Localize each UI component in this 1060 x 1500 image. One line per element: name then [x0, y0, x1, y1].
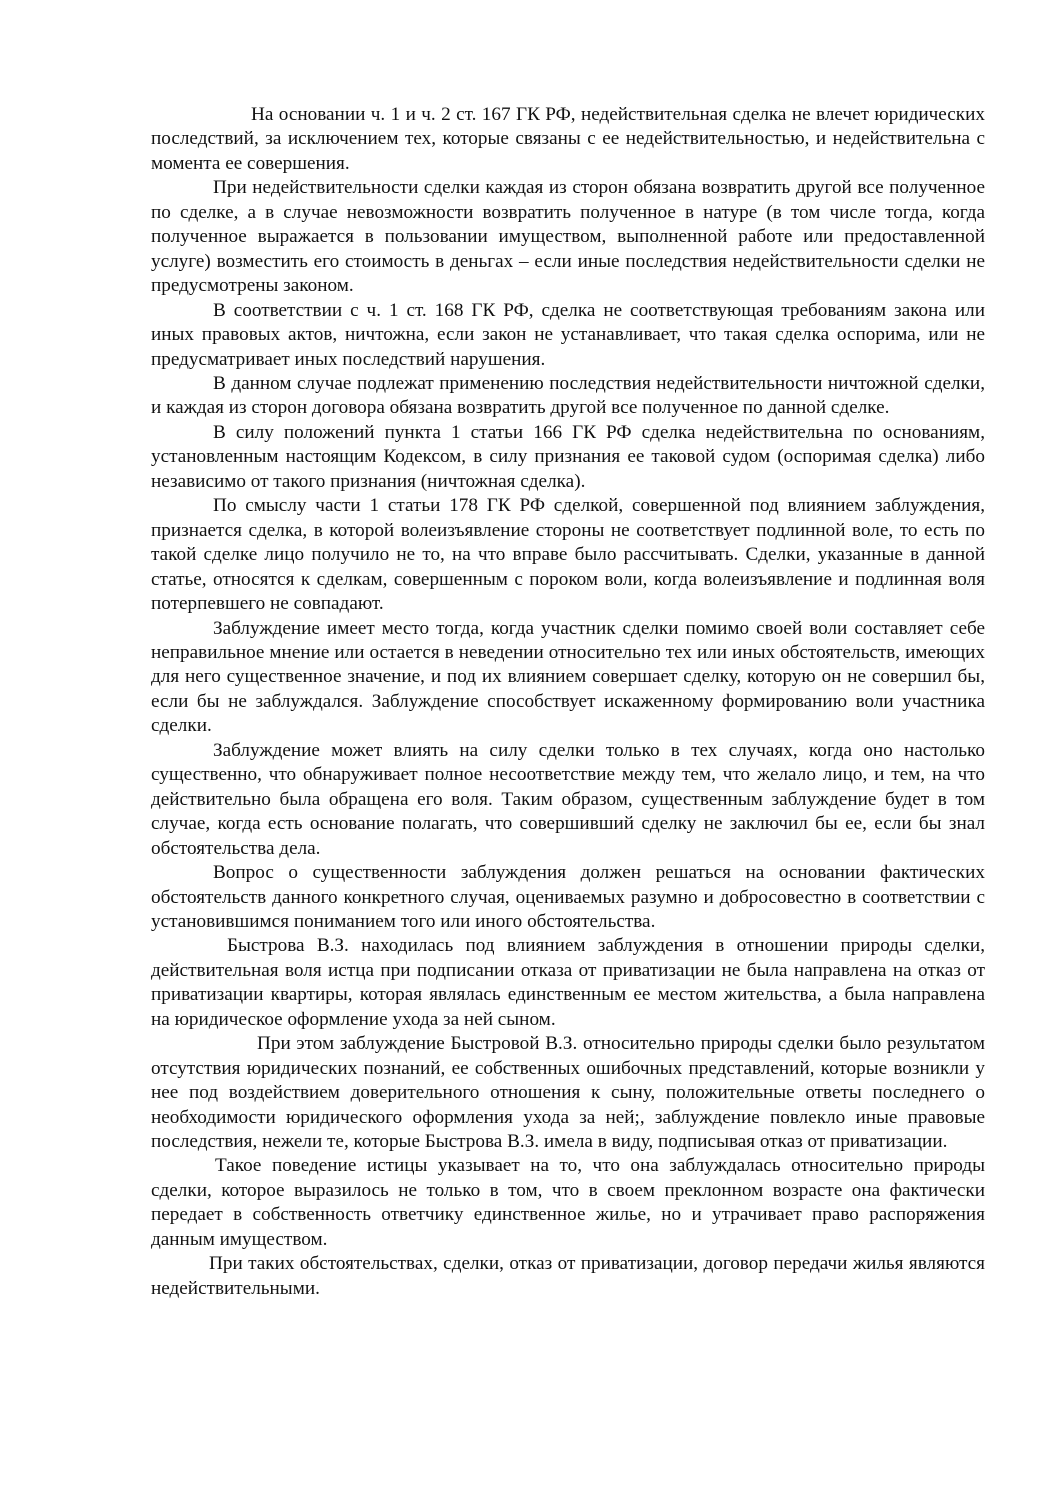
paragraph-3: В соответствии с ч. 1 ст. 168 ГК РФ, сделка не соответствующая требованиям закона или иных правовых актов, ничтожна, если закон не устанавливает, что такая сделка оспорима, или не предусматривает иных последствий нарушения. — [151, 299, 985, 370]
paragraph-7: Заблуждение имеет место тогда, когда участник сделки помимо своей воли составляет себе неправильное мнение или остается в неведении относительно тех или иных обстоятельств, имеющих для него существенное значение, и под их влиянием совершает сделку, которую он не совершил бы, если бы не заблуждался. Заблуждение способствует искаженному формированию воли участника сделки. — [151, 617, 985, 737]
paragraph-4: В данном случае подлежат применению последствия недействительности ничтожной сделки, и каждая из сторон договора обязана возвратить другой все полученное по данной сделке. — [151, 372, 985, 419]
paragraph-8: Заблуждение может влиять на силу сделки только в тех случаях, когда оно настолько существенно, что обнаруживает полное несоответствие между тем, что желало лицо, и тем, на что действительно была обращена его воля. Таким образом, существенным заблуждение будет в том случае, когда есть основание полагать, что совершивший сделку не заключил бы ее, если бы знал обстоятельства дела. — [151, 739, 985, 859]
paragraph-11: При этом заблуждение Быстровой В.З. относительно природы сделки было результатом отсутствия юридических познаний, ее собственных ошибочных представлений, которые возникли у нее под воздействием доверительного отношения к сыну, положительные ответы последнего о необходимости юридического оформления ухода за ней;, заблуждение повлекло иные правовые последствия, нежели те, которые Быстрова В.З. имела в виду, подписывая отказ от приватизации. — [151, 1033, 985, 1153]
paragraph-12: Такое поведение истицы указывает на то, что она заблуждалась относительно природы сделки, которое выразилось не только в том, что в своем преклонном возрасте она фактически передает в собственность ответчику единственное жилье, но и утрачивает право распоряжения данным имуществом. — [151, 1155, 985, 1250]
paragraph-13: При таких обстоятельствах, сделки, отказ от приватизации, договор передачи жилья являются недействительными. — [151, 1253, 985, 1299]
paragraph-6: По смыслу части 1 статьи 178 ГК РФ сделкой, совершенной под влиянием заблуждения, признается сделка, в которой волеизъявление стороны не соответствует подлинной воле, то есть по такой сделке лицо получило не то, на что вправе было рассчитывать. Сделки, указанные в данной статье, относятся к сделкам, совершенным с пороком воли, когда волеизъявление и подлинная воля потерпевшего не совпадают. — [151, 495, 985, 615]
paragraph-9: Вопрос о существенности заблуждения должен решаться на основании фактических обстоятельств данного конкретного случая, оцениваемых разумно и добросовестно в соответствии с установившимся пониманием того или иного обстоятельства. — [151, 862, 985, 932]
paragraph-2: При недействительности сделки каждая из сторон обязана возвратить другой все полученное по сделке, а в случае невозможности возвратить полученное в натуре (в том числе тогда, когда полученное выражается в пользовании имуществом, выполненной работе или предоставленной услуге) возместить его стоимость в деньгах – если иные последствия недействительности сделки не предусмотрены законом. — [151, 177, 985, 297]
paragraph-5: В силу положений пункта 1 статьи 166 ГК РФ сделка недействительна по основаниям, установленным настоящим Кодексом, в силу признания ее таковой судом (оспоримая сделка) либо независимо от такого признания (ничтожная сделка). — [151, 421, 985, 492]
document-page — [151, 103, 985, 1301]
paragraph-10: Быстрова В.З. находилась под влиянием заблуждения в отношении природы сделки, действительная воля истца при подписании отказа от приватизации не была направлена на отказ от приватизации квартиры, которая являлась единственным ее местом жительства, а была направлена на юридическое оформление ухода за ней сыном. — [151, 935, 985, 1030]
paragraph-1: На основании ч. 1 и ч. 2 ст. 167 ГК РФ, недействительная сделка не влечет юридических последствий, за исключением тех, которые связаны с ее недействительностью, и недействительна с момента ее совершения. — [151, 104, 985, 174]
